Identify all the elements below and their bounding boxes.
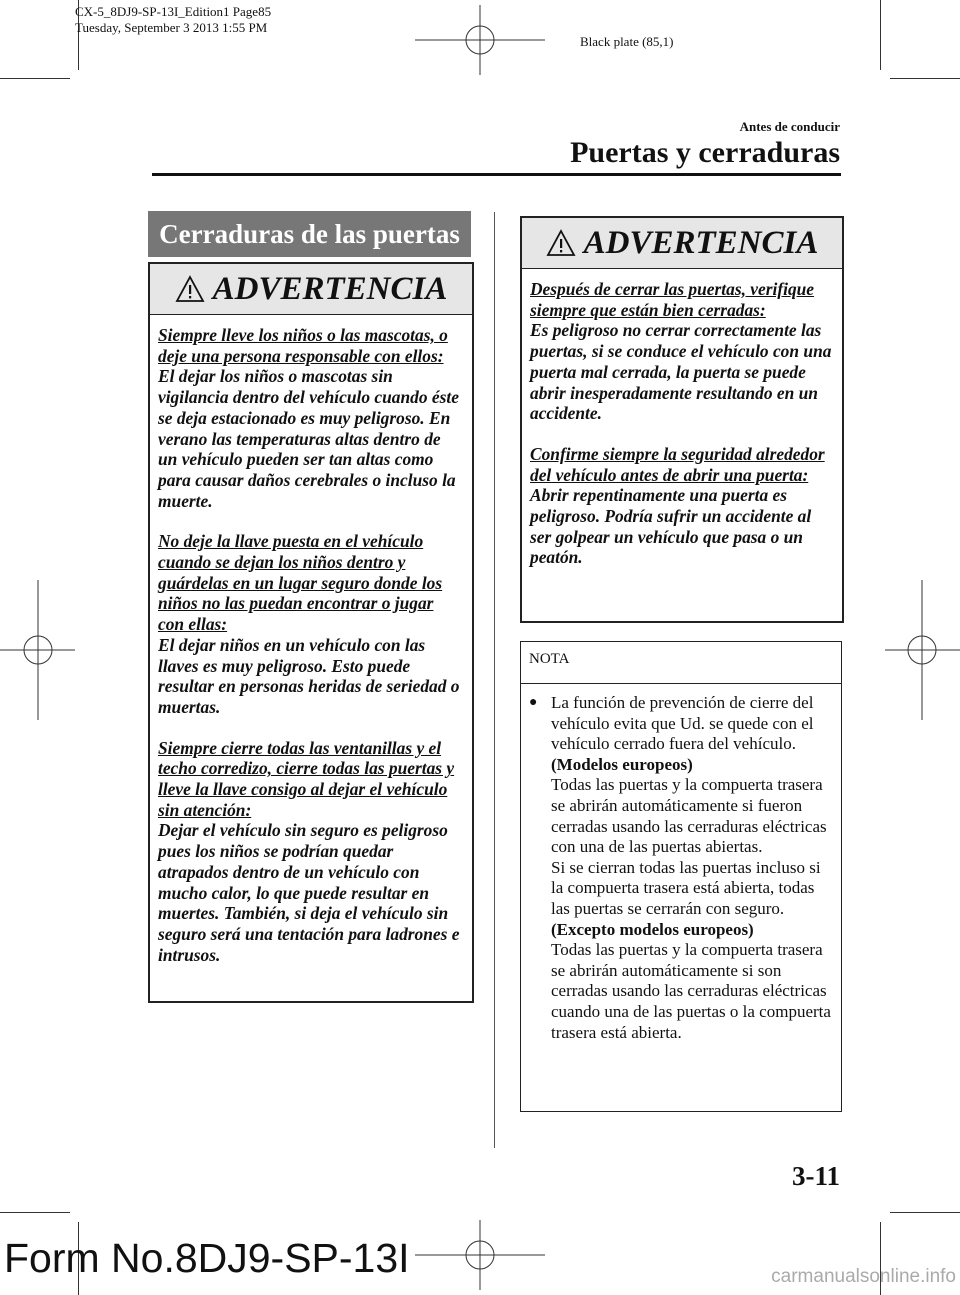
column-divider <box>494 212 495 1148</box>
topic-banner: Cerraduras de las puertas <box>148 211 471 257</box>
note-title: NOTA <box>521 642 841 684</box>
warning-item <box>158 738 463 966</box>
warning-title: ADVERTENCIA <box>212 270 448 307</box>
note-paragraph: Todas las puertas y la compuerta trasera se abrirán automáticamente si fueron cerradas usando las cerraduras eléctricas con una de las puertas abiertas. <box>551 775 827 857</box>
registration-mark-icon <box>0 580 75 720</box>
note-box <box>520 641 842 1112</box>
note-paragraph: Si se cierran todas las puertas incluso si la compuerta trasera está abierta, todas las puertas se cerrarán con seguro. <box>551 857 821 918</box>
warning-title: ADVERTENCIA <box>583 224 819 261</box>
warning-item-text: El dejar los niños o mascotas sin vigilancia dentro del vehículo cuando éste se deja estacionado es muy peligroso. En verano las temperaturas altas dentro de un vehículo pueden ser tan altas como para causar daños cerebrales o incluso la muerte. <box>158 366 459 511</box>
section-title: Puertas y cerraduras <box>570 136 840 169</box>
warning-item-heading: No deje la llave puesta en el vehículo cuando se dejan los niños dentro y guárdelas en un lugar seguro donde los niños no las puedan encontrar o jugar con ellas: <box>158 531 443 635</box>
watermark: carmanualsonline.info <box>771 1266 956 1287</box>
warning-triangle-icon <box>546 229 576 257</box>
bullet-icon: ● <box>529 695 538 710</box>
warning-body <box>150 315 472 973</box>
registration-mark-icon <box>415 0 545 75</box>
page-number: 3-11 <box>791 1161 840 1191</box>
black-plate-label: Black plate (85,1) <box>580 34 674 49</box>
note-intro: La función de prevención de cierre del vehículo evita que Ud. se quede con el vehículo cerrado fuera del vehículo. <box>551 693 814 754</box>
warning-item-heading: Siempre cierre todas las ventanillas y el techo corredizo, cierre todas las puertas y lleve la llave consigo al dejar el vehículo sin atención: <box>158 737 455 820</box>
warning-box-left <box>148 262 474 1003</box>
note-paragraph: Todas las puertas y la compuerta trasera se abrirán automáticamente si son cerradas usando las cerraduras eléctricas cuando una de las puertas o la compuerta trasera está abierta. <box>551 940 831 1042</box>
warning-header <box>150 264 472 315</box>
header-rule <box>152 173 841 176</box>
warning-header <box>522 218 842 269</box>
warning-item <box>158 325 463 511</box>
warning-item <box>530 444 833 568</box>
note-subheading: (Modelos europeos) <box>551 754 693 774</box>
form-number: Form No.8DJ9-SP-13I <box>4 1235 410 1281</box>
warning-item-text: Dejar el vehículo sin seguro es peligroso pues los niños se podrían quedar atrapados dentro de un vehículo con mucho calor, lo que puede resultar en muertes. También, si deja el vehículo sin seguro será una tentación para ladrones e intrusos. <box>158 820 460 965</box>
registration-mark-icon <box>415 1220 545 1295</box>
warning-box-right <box>520 216 844 623</box>
warning-item <box>530 279 833 424</box>
registration-mark-icon <box>885 580 960 720</box>
print-meta-line1: CX-5_8DJ9-SP-13I_Edition1 Page85 <box>75 4 272 19</box>
warning-item-text: Es peligroso no cerrar correctamente las puertas, si se conduce el vehículo con una puerta mal cerrada, la puerta se puede abrir inesperadamente resultando en un accidente. <box>530 320 832 424</box>
print-meta-line2: Tuesday, September 3 2013 1:55 PM <box>75 20 268 35</box>
warning-body <box>522 269 842 576</box>
warning-item-heading: Siempre lleve los niños o las mascotas, o deje una persona responsable con ellos: <box>158 325 448 366</box>
note-bullet-content <box>551 693 837 1043</box>
note-subheading: (Excepto modelos europeos) <box>551 919 754 939</box>
print-meta <box>75 4 271 36</box>
note-bullet-item <box>521 684 841 1043</box>
warning-item-text: Abrir repentinamente una puerta es peligroso. Podría sufrir un accidente al ser golpear un vehículo que pasa o un peatón. <box>530 485 812 568</box>
warning-item <box>158 531 463 717</box>
warning-item-heading: Confirme siempre la seguridad alrededor del vehículo antes de abrir una puerta: <box>530 443 825 485</box>
warning-triangle-icon <box>175 275 205 303</box>
warning-item-heading: Después de cerrar las puertas, verifique siempre que están bien cerradas: <box>530 279 815 320</box>
chapter-title: Antes de conducir <box>739 119 840 134</box>
warning-item-text: El dejar niños en un vehículo con las llaves es muy peligroso. Esto puede resultar en personas heridas de seriedad o muertas. <box>158 634 460 717</box>
